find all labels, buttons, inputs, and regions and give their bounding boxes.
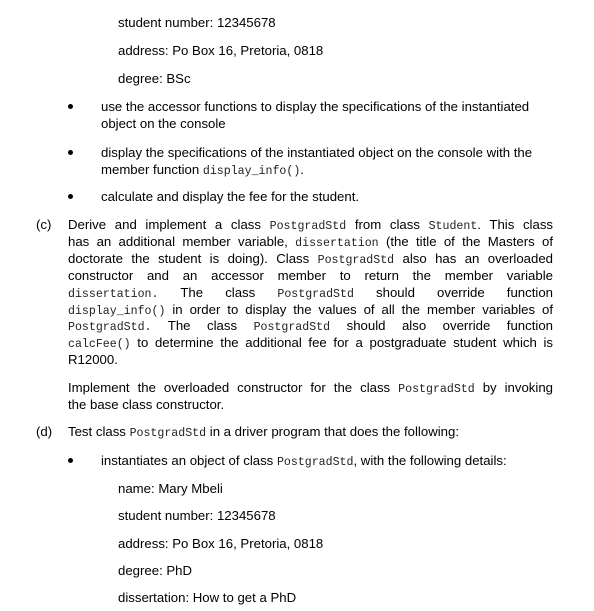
part-c-line9: R12000. xyxy=(68,352,118,367)
text: The class xyxy=(158,285,278,300)
text: . xyxy=(300,162,304,177)
bullet-calculate-fee: calculate and display the fee for the student. xyxy=(101,189,360,204)
part-c-label: (c) xyxy=(36,217,52,232)
bullet-icon xyxy=(68,458,73,463)
part-c-para2-line2: the base class constructor. xyxy=(68,397,225,412)
code-postgradstd: PostgradStd xyxy=(398,383,475,396)
code-postgradstd: PostgradStd xyxy=(253,321,331,334)
bullet-display-line2 xyxy=(101,161,304,180)
text: (the title of the Masters of xyxy=(378,234,553,249)
text: Test class xyxy=(68,424,130,439)
text: member function xyxy=(101,162,203,177)
part-d-intro xyxy=(68,423,459,442)
bullet-icon xyxy=(68,104,73,109)
code-calcfee: calcFee() xyxy=(68,338,131,351)
detail-dissertation: dissertation: How to get a PhD xyxy=(118,590,297,605)
text: should override function xyxy=(353,285,553,300)
text: in order to display the values of all the member variables of xyxy=(165,302,553,317)
code-postgradstd: PostgradStd xyxy=(277,288,354,301)
bullet-accessor-line1: use the accessor functions to display the specifications of the instantiated xyxy=(101,99,530,114)
code-postgradstd: PostgradStd xyxy=(129,427,207,440)
text: , with the following details: xyxy=(353,453,507,468)
part-c-line4: constructor and an accessor member to return the member variable xyxy=(68,268,553,283)
text: The class xyxy=(151,318,254,333)
code-postgradstd: PostgradStd xyxy=(276,456,354,469)
text: Derive and implement a class xyxy=(68,217,270,232)
text: Implement the overloaded constructor for the class xyxy=(68,380,399,395)
text: . This class xyxy=(477,217,554,232)
code-student: Student xyxy=(428,220,478,233)
bullet-icon xyxy=(68,150,73,155)
text: should also override function xyxy=(330,318,554,333)
code-display-info: display_info() xyxy=(202,165,301,178)
text: doctorate the student is doing). Class xyxy=(68,251,318,266)
code-postgradstd: PostgradStd. xyxy=(68,321,152,334)
text: in a driver program that does the following: xyxy=(206,424,459,439)
bullet-icon xyxy=(68,194,73,199)
detail-name: name: Mary Mbeli xyxy=(118,481,223,496)
text: to determine the additional fee for a postgraduate student which is xyxy=(130,335,553,350)
detail-address: address: Po Box 16, Pretoria, 0818 xyxy=(118,536,324,551)
part-c-line8 xyxy=(68,334,553,353)
code-postgradstd: PostgradStd xyxy=(269,220,347,233)
text: by invoking xyxy=(474,380,554,395)
text: from class xyxy=(346,217,429,232)
detail-student-number: student number: 12345678 xyxy=(118,15,276,30)
bullet-display-line1: display the specifications of the instantiated object on the console with the xyxy=(101,145,533,160)
code-postgradstd: PostgradStd xyxy=(317,254,395,267)
code-dissertation: dissertation xyxy=(295,237,379,250)
code-display-info: display_info() xyxy=(68,305,166,318)
detail-degree: degree: PhD xyxy=(118,563,193,578)
detail-degree: degree: BSc xyxy=(118,71,191,86)
detail-student-number: student number: 12345678 xyxy=(118,508,276,523)
text: also has an overloaded xyxy=(394,251,553,266)
bullet-accessor-line2: object on the console xyxy=(101,116,226,131)
text: instantiates an object of class xyxy=(101,453,277,468)
part-d-label: (d) xyxy=(36,424,53,439)
detail-address: address: Po Box 16, Pretoria, 0818 xyxy=(118,43,324,58)
text: has an additional member variable, xyxy=(68,234,296,249)
code-dissertation: dissertation. xyxy=(68,288,159,301)
bullet-instantiate xyxy=(101,452,507,471)
